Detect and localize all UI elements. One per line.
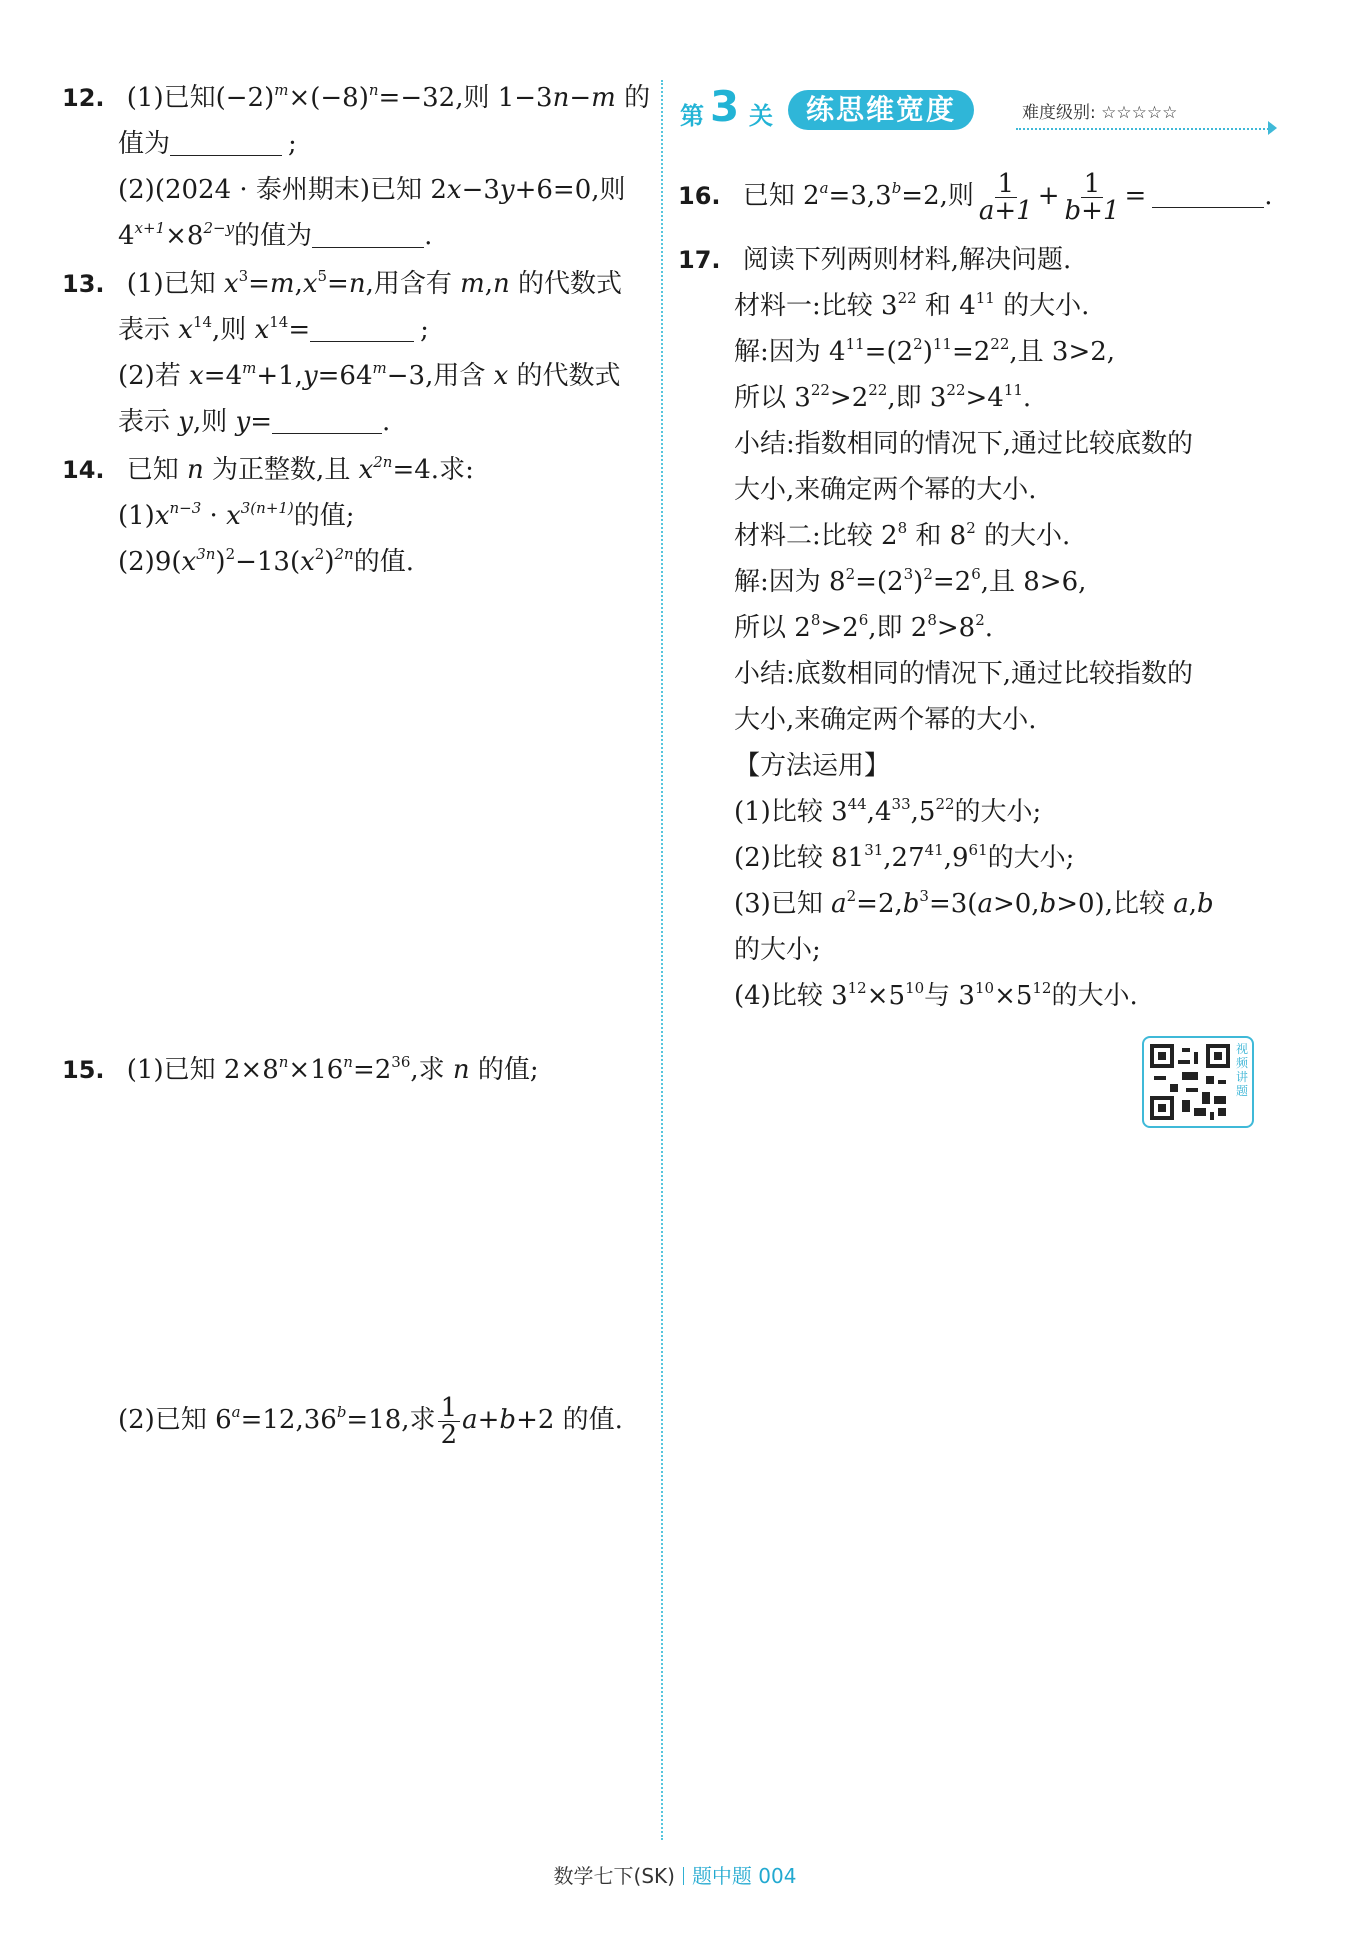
q13-line4: 表示 y,则 y= . — [118, 400, 390, 444]
q14-line1: 14. 已知 n 为正整数,且 $x^{2n}=4$.求: — [62, 453, 474, 485]
q15-line1: 15. (1)已知 $2\times 8^n\times 16^n=2^{36}$,求 n 的值; — [62, 1053, 539, 1085]
question-number: 14. — [62, 456, 105, 484]
qr-code-icon — [1150, 1044, 1230, 1120]
banner-title: 练思维宽度 — [788, 90, 974, 130]
answer-blank[interactable] — [310, 311, 414, 342]
q17-method-heading: 【方法运用】 — [734, 751, 891, 781]
fraction: $\frac{1}{2}$ — [438, 1395, 461, 1448]
page-footer — [0, 1860, 1350, 1889]
qr-label: 视频讲题 — [1236, 1042, 1249, 1098]
q13-line1: 13. (1)已知 $x^3=m,x^5=n$,用含有 m,n 的代数式 — [62, 267, 623, 299]
q17-summary2a: 小结:底数相同的情况下,通过比较指数的 — [734, 659, 1194, 689]
q17-part3: (3)已知 $a^2=2,b^3=3(a>0,b>0)$,比较 a,b — [734, 887, 1214, 919]
arrow-icon — [1268, 121, 1277, 135]
q17-material1: 材料一:比较 $3^{22}$ 和 $4^{11}$ 的大小. — [734, 289, 1090, 321]
q17-part1: (1)比较 $3^{44},4^{33},5^{22}$的大小; — [734, 795, 1042, 827]
q17-summary1b: 大小,来确定两个幂的大小. — [734, 475, 1037, 505]
fraction: $\frac{1}{b+1}$ — [1064, 168, 1120, 226]
q17-summary1a: 小结:指数相同的情况下,通过比较底数的 — [734, 429, 1194, 459]
q12-line1: 12. (1)已知$(-2)^m\times(-8)^n=-32$,则 1−3n−m 的 — [62, 81, 651, 113]
q14-line2: $(1)x^{n-3} \cdot x^{3(n+1)}$的值; — [118, 499, 355, 531]
q17-part2: (2)比较 $81^{31},27^{41},9^{61}$的大小; — [734, 841, 1075, 873]
q12-line3: (2)(2024 · 泰州期末)已知 2x−3y+6=0,则 — [118, 175, 626, 205]
level-number: 3 — [710, 82, 740, 131]
q17-solution1-conclusion: 所以 $3^{22}>2^{22}$,即 $3^{22}>4^{11}$. — [734, 381, 1032, 413]
q13-line2: 表示 $x^{14}$,则 $x^{14}=$ ; — [118, 313, 429, 345]
column-divider — [661, 80, 663, 1840]
question-number: 16. — [678, 182, 721, 210]
q17-solution1: 解:因为 $4^{11}=(2^2)^{11}=2^{22}$,且 3>2, — [734, 335, 1116, 367]
answer-blank[interactable] — [1152, 177, 1264, 208]
q17-intro: 17. 阅读下列两则材料,解决问题. — [678, 245, 1072, 275]
answer-blank[interactable] — [272, 403, 382, 434]
question-number: 13. — [62, 270, 105, 298]
q17-material2: 材料二:比较 $2^8$ 和 $8^2$ 的大小. — [734, 519, 1071, 551]
q16-line1: 16. 已知 $2^a=3,3^b=2$,则 $\frac{1}{a+1}$ + $\frac{1}{b+1}$ = . — [678, 168, 1273, 226]
q12-line2: 值为 ; — [118, 122, 297, 166]
video-qr-code[interactable] — [1142, 1036, 1254, 1128]
question-number: 12. — [62, 84, 105, 112]
q14-line3: $(2)9(x^{3n})^2-13(x^2)^{2n}$的值. — [118, 545, 414, 577]
fraction: $\frac{1}{a+1}$ — [978, 168, 1033, 226]
page-number: 004 — [758, 1864, 797, 1888]
footer-separator — [683, 1867, 684, 1885]
difficulty-rating: 难度级别: ☆☆☆☆☆ — [1022, 103, 1178, 123]
q17-solution2-conclusion: 所以 $2^8>2^6$,即 $2^8>8^2$. — [734, 611, 993, 643]
question-number: 17. — [678, 246, 721, 274]
q17-part4: (4)比较 $3^{12}\times 5^{10}$与 $3^{10}\times 5^{12}$的大小. — [734, 979, 1138, 1011]
q13-line3: (2)若 $x=4^m+1,y=64^m-3$,用含 x 的代数式 — [118, 359, 621, 391]
level-banner: 第 3 关 练思维宽度 难度级别: ☆☆☆☆☆ — [676, 84, 1276, 136]
answer-blank[interactable] — [312, 217, 424, 248]
answer-blank[interactable] — [170, 125, 282, 156]
q17-summary2b: 大小,来确定两个幂的大小. — [734, 705, 1037, 735]
book-title: 数学七下(SK) — [553, 1864, 675, 1888]
banner-underline — [1016, 128, 1272, 130]
question-number: 15. — [62, 1056, 105, 1084]
section-name: 题中题 — [691, 1864, 752, 1888]
q15-line2: (2)已知 $6^a=12,36^b=18$,求 $\frac{1}{2}$ a+b+2 的值. — [118, 1392, 623, 1450]
q17-solution2: 解:因为 $8^2=(2^3)^2=2^6$,且 8>6, — [734, 565, 1087, 597]
q12-line4: $4^{x+1}\times 8^{2-y}$的值为 . — [118, 219, 433, 251]
q17-part3b: 的大小; — [734, 935, 821, 965]
